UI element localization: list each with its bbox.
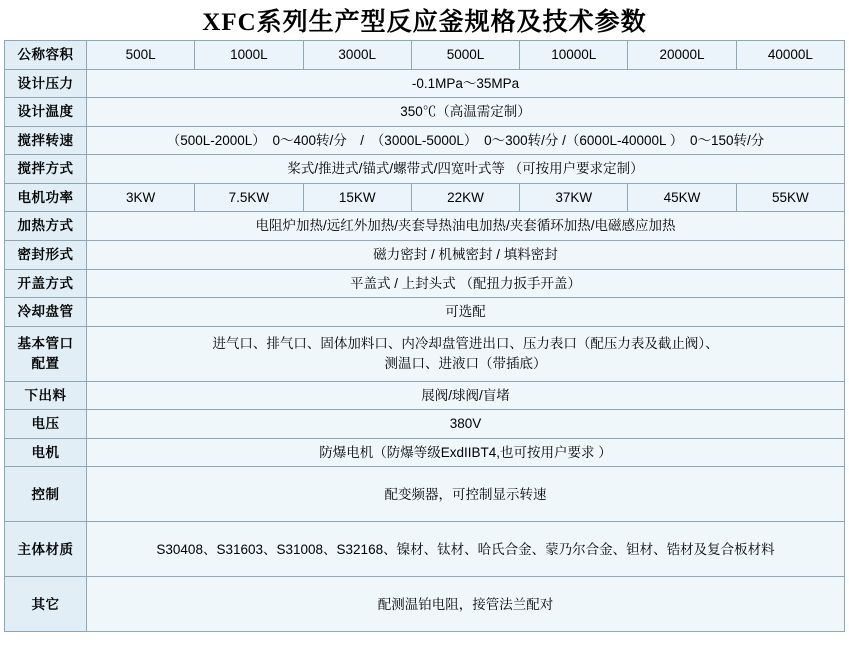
row-label-stirring-type: 搅拌方式 (5, 155, 87, 184)
row-value-seal-type: 磁力密封 / 机械密封 / 填料密封 (87, 240, 845, 269)
table-row-stirring-speed (5, 126, 845, 155)
row-value-material: S30408、S31603、S31008、S32168、镍材、钛材、哈氏合金、蒙乃尔合金、钽材、锆材及复合板材料 (87, 522, 845, 577)
row-label-capacity: 公称容积 (5, 41, 87, 70)
table-row-design-pressure (5, 69, 845, 98)
table-row-motor-power (5, 183, 845, 212)
title-row (0, 0, 849, 40)
specification-table (4, 40, 845, 632)
power-cell-7: 55KW (736, 183, 844, 212)
row-value-other: 配测温铂电阻，接管法兰配对 (87, 577, 845, 632)
power-cell-3: 15KW (303, 183, 411, 212)
capacity-cell-4: 5000L (411, 41, 519, 70)
power-cell-5: 37KW (520, 183, 628, 212)
table-row-design-temperature (5, 98, 845, 127)
table-row-capacity (5, 41, 845, 70)
row-label-material: 主体材质 (5, 522, 87, 577)
row-label-discharge: 下出料 (5, 381, 87, 410)
table-row-control (5, 467, 845, 522)
table-row-cover-type (5, 269, 845, 298)
row-label-design-temperature: 设计温度 (5, 98, 87, 127)
power-cell-6: 45KW (628, 183, 736, 212)
table-row-other (5, 577, 845, 632)
row-label-cover-type: 开盖方式 (5, 269, 87, 298)
capacity-cell-7: 40000L (736, 41, 844, 70)
row-value-stirring-type: 桨式/推进式/锚式/螺带式/四宽叶式等 （可按用户要求定制） (87, 155, 845, 184)
table-row-seal-type (5, 240, 845, 269)
row-value-motor: 防爆电机（防爆等级ExdIIBT4,也可按用户要求 ） (87, 438, 845, 467)
row-value-design-pressure: -0.1MPa～35MPa (87, 69, 845, 98)
row-value-cooling-coil: 可选配 (87, 298, 845, 327)
row-label-stirring-speed: 搅拌转速 (5, 126, 87, 155)
row-value-voltage: 380V (87, 410, 845, 439)
table-row-discharge (5, 381, 845, 410)
row-value-nozzle-config-line1: 进气口、排气口、固体加料口、内冷却盘管进出口、压力表口（配压力表及截止阀）、 (212, 336, 719, 352)
table-row-material (5, 522, 845, 577)
row-label-other: 其它 (5, 577, 87, 632)
row-value-discharge: 展阀/球阀/盲堵 (87, 381, 845, 410)
capacity-cell-6: 20000L (628, 41, 736, 70)
row-value-nozzle-config (87, 326, 845, 381)
row-label-heating-type: 加热方式 (5, 212, 87, 241)
table-row-voltage (5, 410, 845, 439)
table-row-motor (5, 438, 845, 467)
table-row-heating-type (5, 212, 845, 241)
row-value-cover-type: 平盖式 / 上封头式 （配扭力扳手开盖） (87, 269, 845, 298)
table-row-stirring-type (5, 155, 845, 184)
row-label-voltage: 电压 (5, 410, 87, 439)
row-label-motor: 电机 (5, 438, 87, 467)
row-label-seal-type: 密封形式 (5, 240, 87, 269)
row-value-design-temperature: 350℃（高温需定制） (87, 98, 845, 127)
row-label-motor-power: 电机功率 (5, 183, 87, 212)
power-cell-4: 22KW (411, 183, 519, 212)
capacity-cell-3: 3000L (303, 41, 411, 70)
row-label-nozzle-config-line1: 基本管口 (17, 336, 74, 352)
table-row-nozzle-config (5, 326, 845, 381)
row-value-heating-type: 电阻炉加热/远红外加热/夹套导热油电加热/夹套循环加热/电磁感应加热 (87, 212, 845, 241)
row-value-nozzle-config-line2: 测温口、进液口（带插底） (384, 355, 547, 371)
row-label-control: 控制 (5, 467, 87, 522)
power-cell-1: 3KW (87, 183, 195, 212)
row-label-design-pressure: 设计压力 (5, 69, 87, 98)
row-label-cooling-coil: 冷却盘管 (5, 298, 87, 327)
row-value-stirring-speed: （500L-2000L） 0～400转/分 / （3000L-5000L） 0～300转/分 /（6000L-40000L ） 0～150转/分 (87, 126, 845, 155)
row-label-nozzle-config (5, 326, 87, 381)
page-title: XFC系列生产型反应釜规格及技术参数 (202, 9, 647, 36)
table-row-cooling-coil (5, 298, 845, 327)
row-value-control: 配变频器，可控制显示转速 (87, 467, 845, 522)
capacity-cell-1: 500L (87, 41, 195, 70)
row-label-nozzle-config-line2: 配置 (31, 355, 60, 371)
capacity-cell-2: 1000L (195, 41, 303, 70)
capacity-cell-5: 10000L (520, 41, 628, 70)
power-cell-2: 7.5KW (195, 183, 303, 212)
